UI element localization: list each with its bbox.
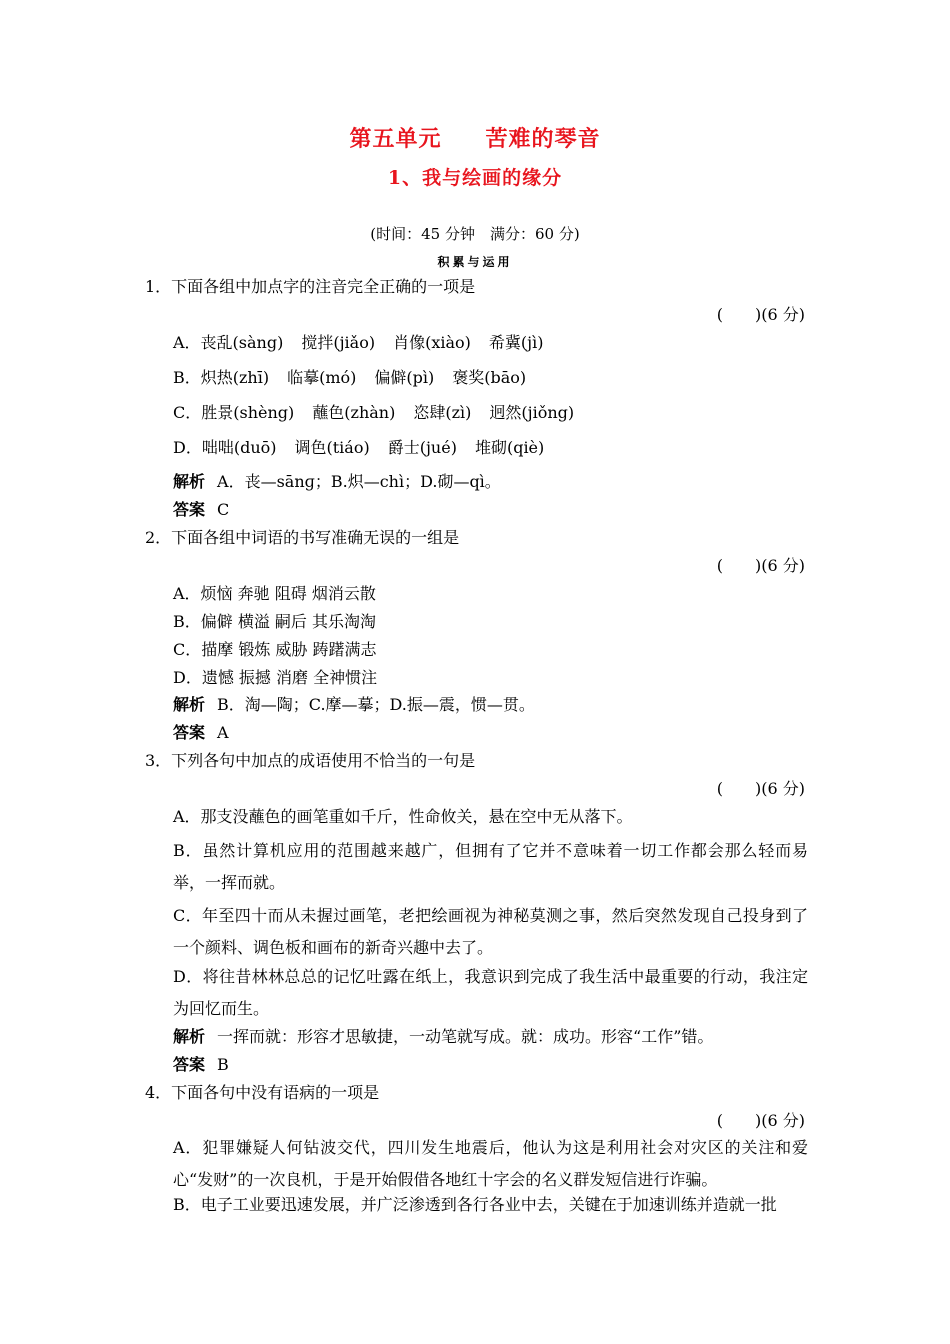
question-2-analysis: 解析 B．淘—陶；C.摩—摹；D.振—震，惯—贯。 [173,695,535,714]
question-4-stem: 4．下面各句中没有语病的一项是 [145,1083,380,1102]
question-1-analysis: 解析 A．丧—sānɡ；B.炽—chì；D.砌—qì。 [173,472,501,491]
question-3-option-c: C．年至四十而从未握过画笔，老把绘画视为神秘莫测之事，然后突然发现自己投身到了一个颜料、调色板和画布的新奇兴趣中去了。 [173,906,808,957]
time-info: (时间：45 分钟 满分：60 分) [370,225,580,243]
question-4-option-a: A．犯罪嫌疑人何钻波交代，四川发生地震后，他认为这是利用社会对灾区的关注和爱心“发财”的一次良机，于是开始假借各地红十字会的名义群发短信进行诈骗。 [173,1138,808,1189]
question-2-option-a: A．烦恼 奔驰 阻碍 烟消云散 [173,584,376,603]
question-2-option-b: B．偏僻 横溢 嗣后 其乐淘淘 [173,612,377,631]
question-2-answer: 答案 A [173,723,229,742]
question-3-analysis: 解析 一挥而就：形容才思敏捷，一动笔就写成。就：成功。形容“工作”错。 [173,1027,714,1046]
question-2-stem: 2．下面各组中词语的书写准确无误的一组是 [145,528,460,547]
question-3-option-b: B．虽然计算机应用的范围越来越广，但拥有了它并不意味着一切工作都会那么轻而易举，一挥而就。 [173,841,808,892]
question-1-option-d: D．咄咄(duō) 调色(tiáo) 爵士(jué) 堆砌(qiè) [173,438,545,457]
lesson-title: 1、我与绘画的缘分 [387,167,563,189]
question-3-answer: 答案 B [173,1055,229,1074]
question-1-option-a: A．丧乱(sàng) 搅拌(jiǎo) 肖像(xiào) 希冀(jì) [173,333,544,352]
question-1-option-c: C．胜景(shèng) 蘸色(zhàn) 恣肆(zì) 迥然(jiǒng) [173,403,575,422]
question-2-option-c: C．描摩 锻炼 威胁 踌躇满志 [173,640,377,659]
question-1-score: ( )(6 分) [716,305,805,324]
question-3-option-a: A．那支没蘸色的画笔重如千斤，性命攸关，悬在空中无从落下。 [173,807,633,826]
question-3-score: ( )(6 分) [716,779,805,798]
question-4-score: ( )(6 分) [716,1111,805,1130]
question-2-option-d: D．遗憾 振撼 消磨 全神惯注 [173,668,378,687]
question-2-score: ( )(6 分) [716,556,805,575]
question-1-option-b: B．炽热(zhī) 临摹(mó) 偏僻(pì) 褒奖(bāo) [173,368,527,387]
question-3-option-d: D．将往昔林林总总的记忆吐露在纸上，我意识到完成了我生活中最重要的行动，我注定为回忆而生。 [173,967,808,1018]
unit-number: 第五单元 [349,126,442,152]
unit-name: 苦难的琴音 [485,126,601,152]
question-3-stem: 3．下列各句中加点的成语使用不恰当的一句是 [145,751,476,770]
question-1-answer: 答案 C [173,500,230,519]
section-heading: 积累与运用 [437,255,513,269]
unit-title [0,122,950,153]
question-1-stem: 1．下面各组中加点字的注音完全正确的一项是 [145,277,476,296]
question-4-option-b: B．电子工业要迅速发展，并广泛渗透到各行各业中去，关键在于加速训练并造就一批 [173,1195,777,1214]
